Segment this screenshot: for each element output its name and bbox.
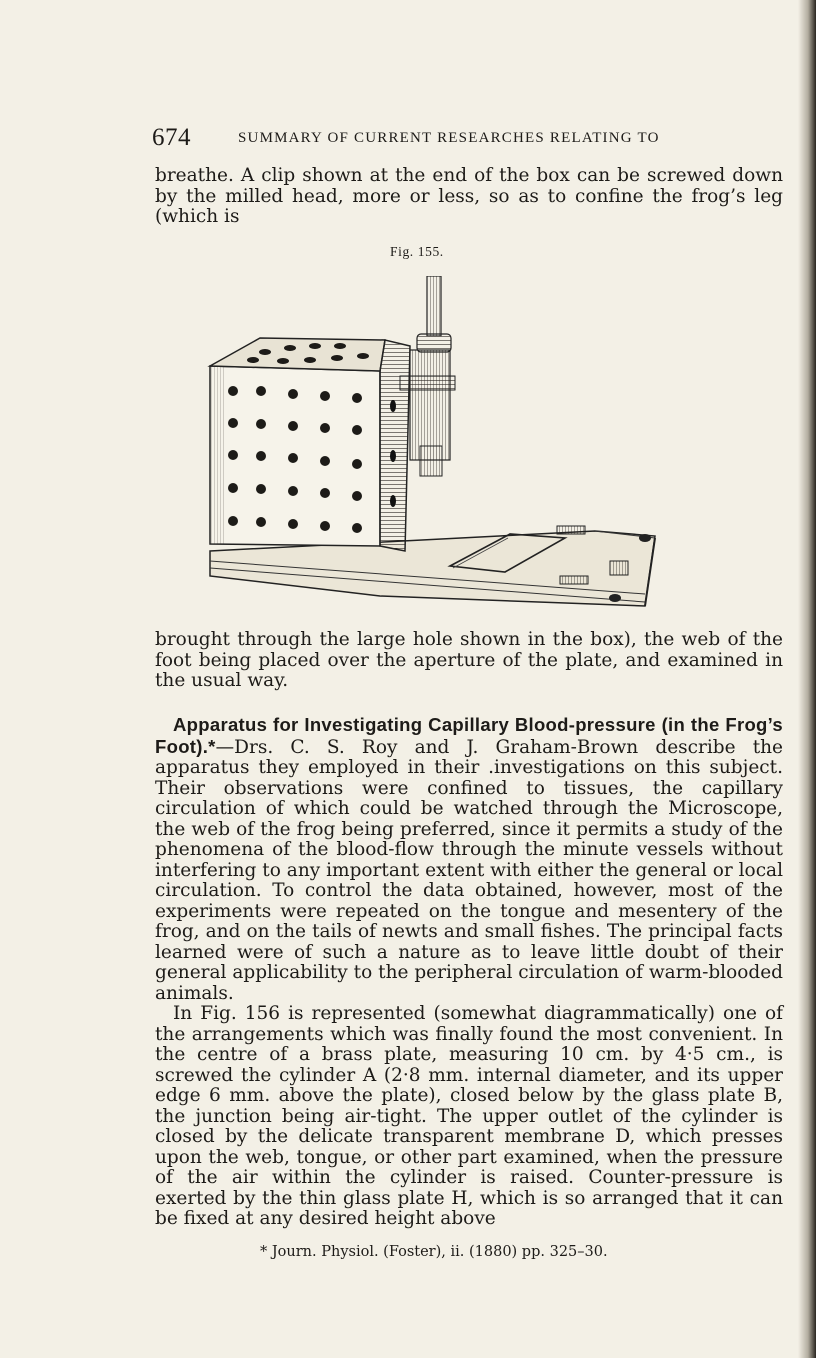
paragraph-continued-text: brought through the large hole shown in the box), the web of the foot being placed over the aperture of the plate, and examined in the usual way. bbox=[155, 629, 783, 691]
footnote: * Journ. Physiol. (Foster), ii. (1880) pp. 325–30. bbox=[260, 1244, 608, 1260]
perforated-box bbox=[210, 338, 410, 551]
running-head: SUMMARY OF CURRENT RESEARCHES RELATING TO bbox=[238, 130, 660, 146]
paragraph-top-text: breathe. A clip shown at the end of the box can be screwed down by the milled head, more or less, so as to confine the frog’s leg (which is bbox=[155, 165, 783, 227]
paragraph-fig156: In Fig. 156 is represented (somewhat diagrammatically) one of the arrangements which was finally found the most convenient. In the centre of a brass plate, measuring 10 cm. by 4·5 cm., is screwed the cylinder A (2·8 mm. internal diameter, and its upper edge 6 mm. above the plate), closed below by the glass plate B, the junction being air-tight. The upper outlet of the cylinder is closed by the delicate transparent membrane D, which presses upon the web, tongue, or other part examined, when the pressure of the air within the cylinder is raised. Counter-pressure is exerted by the thin glass plate H, which is so arranged that it can be fixed at any desired height above bbox=[155, 1003, 783, 1229]
page-edge-shadow bbox=[798, 0, 816, 1358]
section-intro-text: —Drs. C. S. Roy and J. Graham-Brown describe the apparatus they employed in their .investigations on this subject. Their observations were confined to tissues, the capillary circulation of which could be watched through the Microscope, the web of the frog being preferred, since it permits a study of the phenomena of the blood-flow through the minute vessels without interfering to any important extent with either the general or local circulation. To control the data obtained, however, most of the experiments were repeated on the tongue and mesentery of the frog, and on the tails of newts and small fishes. The principal facts learned were of such a nature as to leave little doubt of their general applicability to the peripheral circulation of warm-blooded animals. bbox=[155, 736, 783, 1004]
screw-icon bbox=[609, 594, 621, 602]
screw-icon bbox=[639, 534, 651, 542]
plate-clip bbox=[557, 526, 585, 534]
figure-caption: Fig. 155. bbox=[390, 244, 444, 259]
plate-clip bbox=[560, 576, 588, 584]
paragraph-top bbox=[155, 166, 783, 228]
section-heading: Apparatus for Investigating Capillary Blood-pressure (in the Frog’s Foot).* bbox=[155, 714, 783, 757]
page-number: 674 bbox=[152, 124, 191, 151]
plate-clip bbox=[610, 561, 628, 575]
paragraph-continued bbox=[155, 630, 783, 692]
section-paragraph bbox=[155, 715, 783, 1004]
page-header bbox=[152, 124, 712, 154]
section-apparatus bbox=[155, 715, 783, 1230]
apparatus-illustration bbox=[205, 276, 705, 612]
